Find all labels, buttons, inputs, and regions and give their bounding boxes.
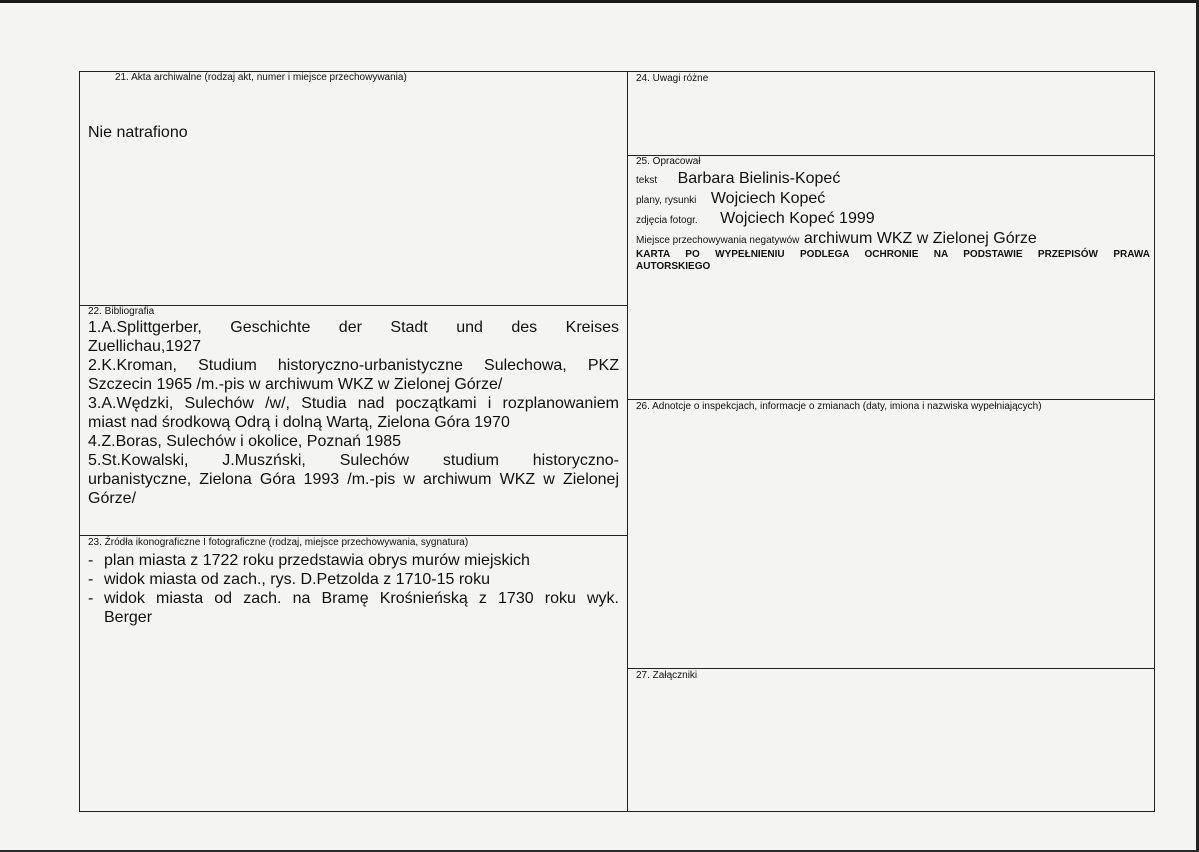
plans-author-value: Wojciech Kopeć [710,190,826,207]
section-27-label: 27. Załączniki [636,670,698,681]
bibliography-line: Zuellichau,1927 [88,338,201,355]
source-item [80,570,619,589]
bibliography-line: 2.K.Kroman, Studium historyczno-urbanistyczne Sulechowa, PKZ [88,357,619,374]
section-22-bibliography [80,305,627,535]
section-21-content: Nie natrafiono [88,124,188,141]
sources-list [80,551,619,627]
copyright-note [636,249,1150,273]
photos-author-value: Wojciech Kopeć 1999 [720,210,875,227]
section-23-iconographic-sources [80,535,627,811]
bibliography-line: Szczecin 1965 /m.-pis w archiwum WKZ w Zielonej Górze/ [88,376,503,393]
section-22-label: 22. Bibliografia [88,306,155,317]
photos-author-label: zdjęcia fotogr. [636,215,698,226]
bibliography-line: Górze/ [88,490,137,507]
photos-author-row [636,210,875,228]
source-text: Berger [104,609,153,626]
bibliography-line: urbanistyczne, Zielona Góra 1993 /m.-pis w archiwum WKZ w Zielonej [88,471,619,488]
dash-marker: - [88,571,94,588]
source-text: widok miasta od zach. na Bramę Krośnieńską z 1730 roku wyk. [104,590,619,607]
negatives-storage-value: archiwum WKZ w Zielonej Górze [803,230,1037,247]
form-grid [79,71,1155,812]
section-25-prepared-by [628,156,1154,399]
bibliography-line: 4.Z.Boras, Sulechów i okolice, Poznań 1985 [88,433,402,450]
section-23-label: 23. Źródła ikonograficzne I fotograficzne (rodzaj, miejsce przechowywania, sygnatura) [88,537,469,548]
section-24-remarks [628,72,1154,155]
source-text: plan miasta z 1722 roku przedstawia obrys murów miejskich [104,552,530,569]
source-item [80,608,619,627]
plans-author-row [636,190,825,208]
bibliography-line: 3.A.Wędzki, Sulechów /w/, Studia nad początkami i rozplanowaniem [88,395,619,412]
bibliography-list [88,318,619,508]
source-item [80,551,619,570]
bibliography-line: 5.St.Kowalski, J.Muszński, Sulechów studium historyczno- [88,452,619,469]
copyright-note-line: AUTORSKIEGO [636,261,711,272]
source-item [80,589,619,608]
scan-edge-top [0,0,1199,3]
copyright-note-line: KARTA PO WYPEŁNIENIU PODLEGA OCHRONIE NA PODSTAWIE PRZEPISÓW PRAWA [636,249,1150,260]
section-24-label: 24. Uwagi różne [636,73,709,84]
text-author-value: Barbara Bielinis-Kopeć [677,170,841,187]
negatives-storage-label: Miejsce przechowywania negatywów [636,235,800,246]
dash-marker: - [88,552,94,569]
text-author-row [636,170,840,188]
bibliography-line: miast nad środkową Odrą i dolną Wartą, Zielona Góra 1970 [88,414,510,431]
section-21-label: 21. Akta archiwalne (rodzaj akt, numer i miejsce przechowywania) [115,72,407,83]
section-27-attachments [628,669,1154,811]
text-author-label: tekst [636,175,658,186]
section-26-inspection-notes [628,400,1154,668]
section-25-label: 25. Opracował [636,156,701,167]
dash-marker: - [88,590,94,607]
negatives-storage-row [636,230,1037,248]
bibliography-line: 1.A.Splittgerber, Geschichte der Stadt und des Kreises [88,319,619,336]
source-text: widok miasta od zach., rys. D.Petzolda z 1710-15 roku [104,571,490,588]
section-26-label: 26. Adnotcje o inspekcjach, informacje o zmianach (daty, imiona i nazwiska wypełniających) [636,401,1042,412]
section-21-archival-records [80,72,627,305]
plans-author-label: plany, rysunki [636,195,697,206]
